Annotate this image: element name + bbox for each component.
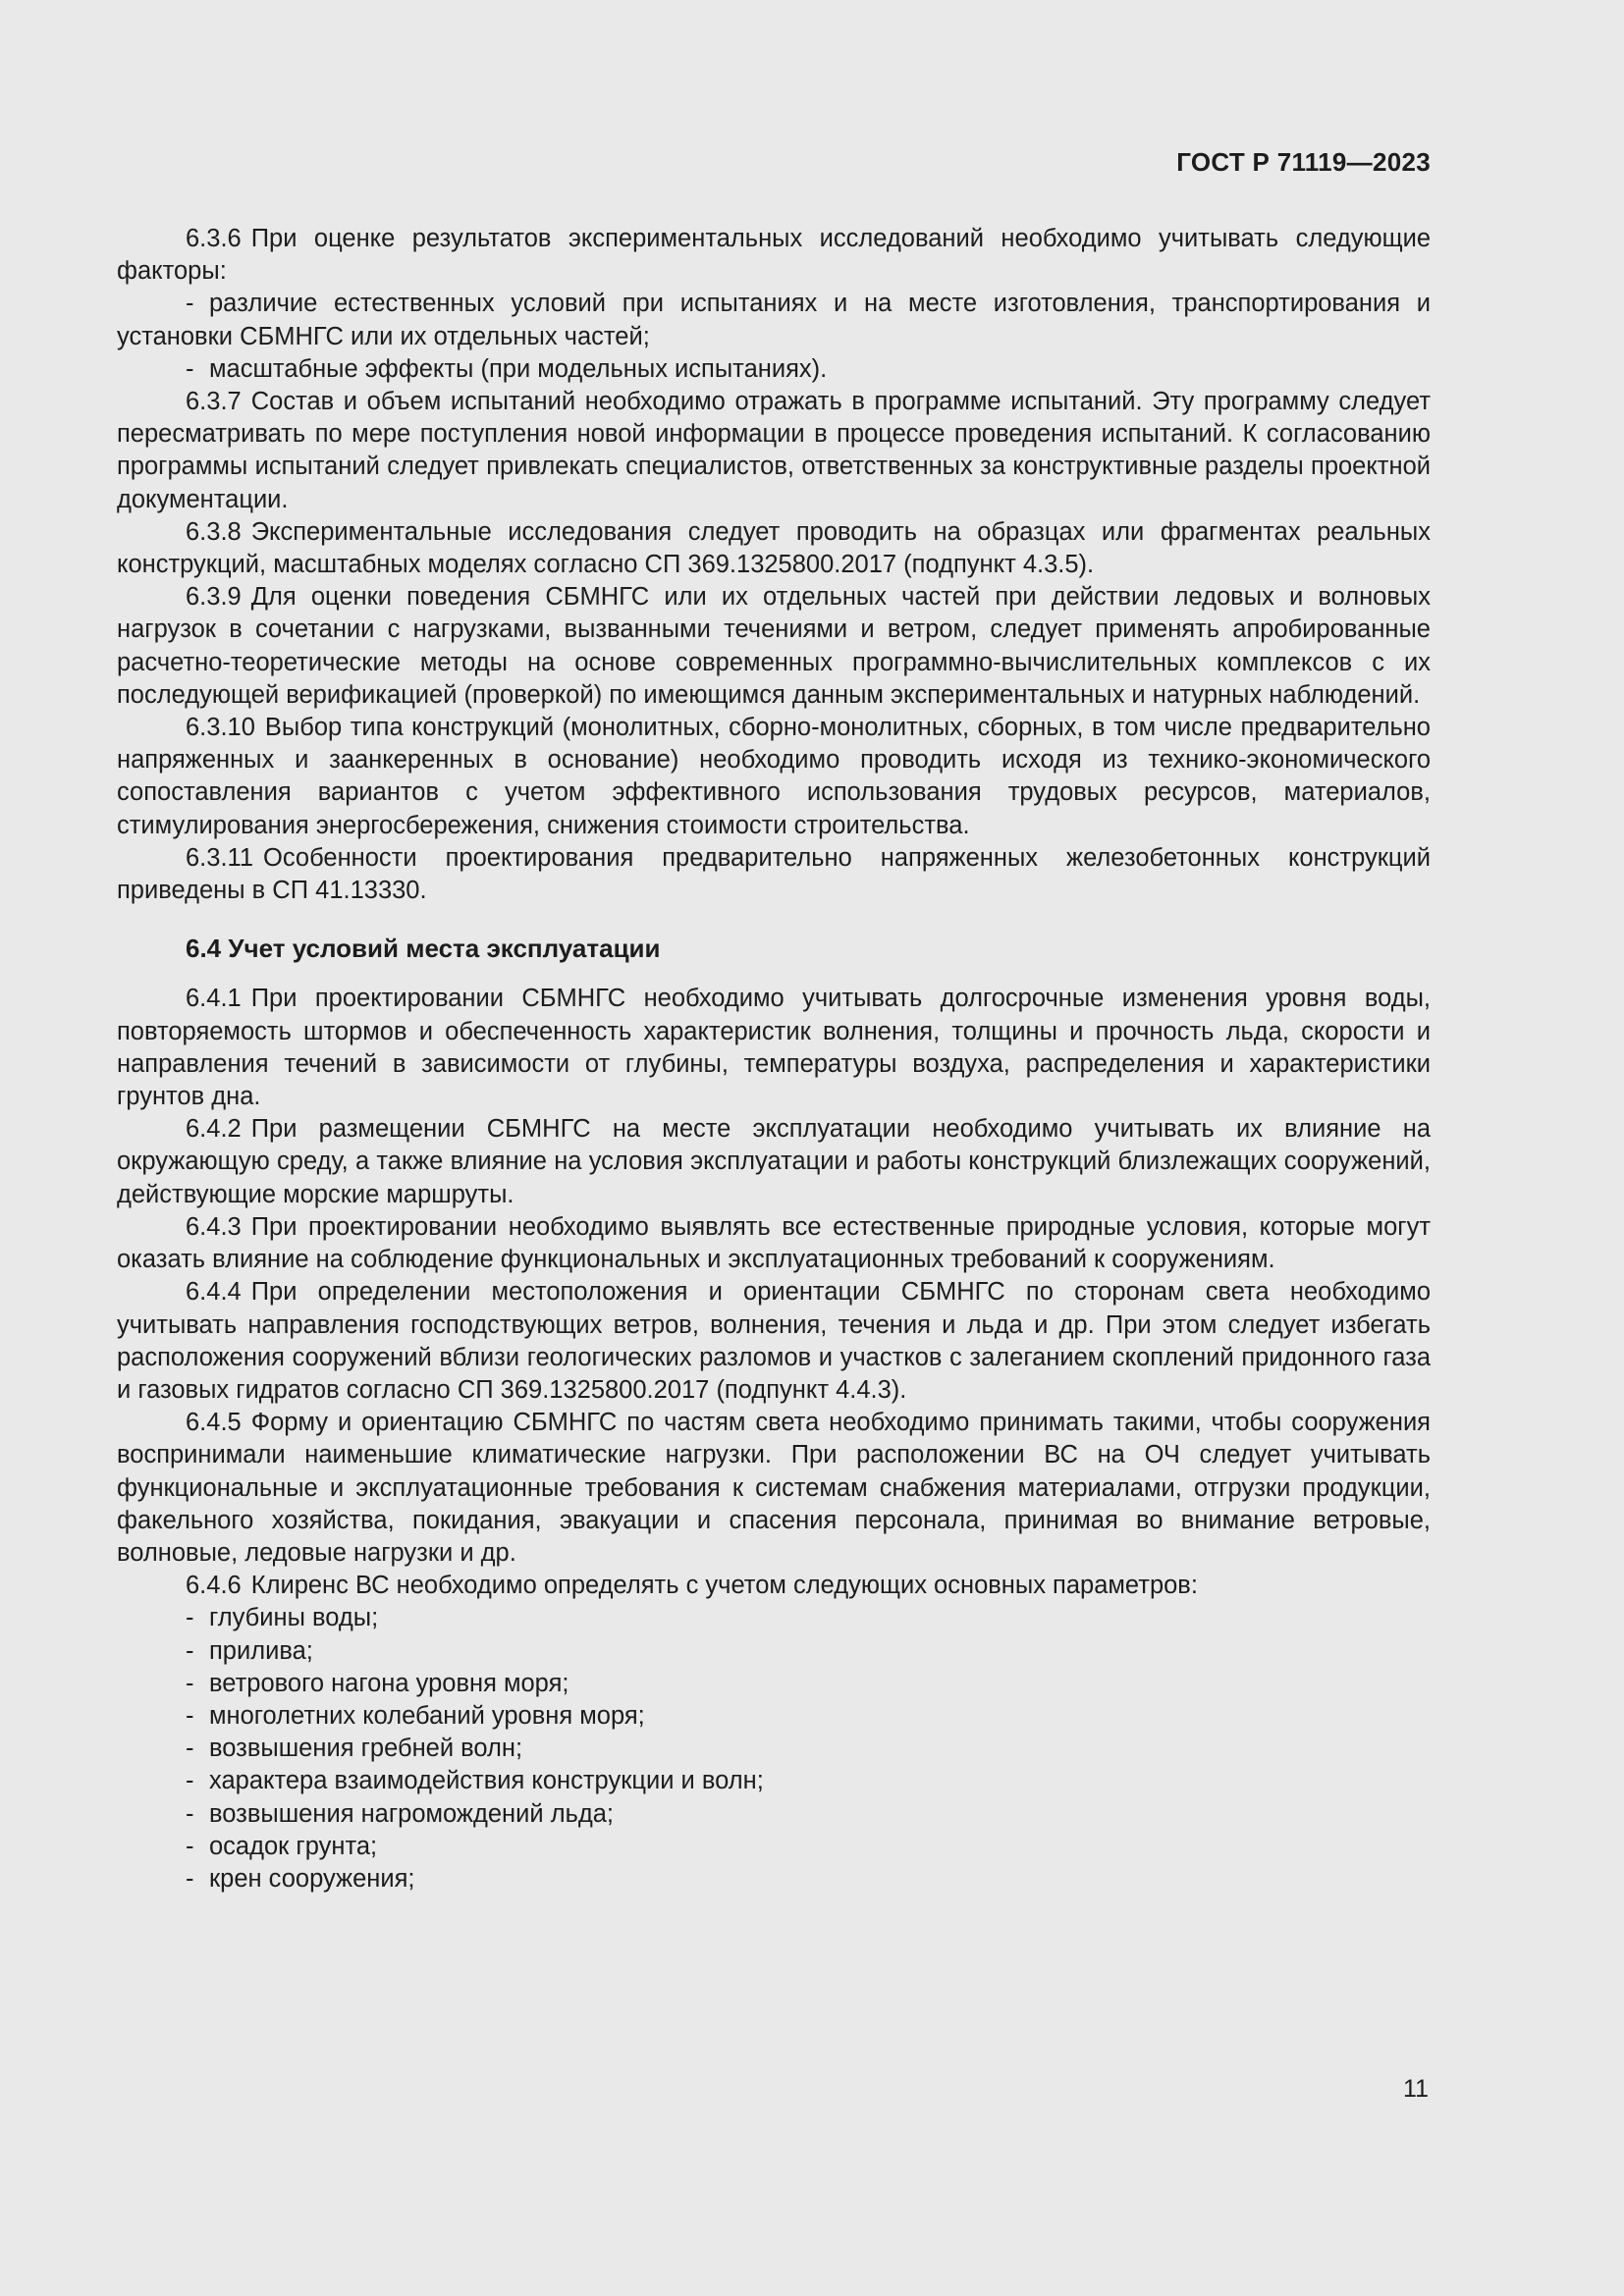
- list-item: [117, 1733, 1431, 1765]
- dash-marker: -: [186, 1636, 194, 1665]
- paragraph-6-3-8: [117, 516, 1431, 581]
- clause-number: 6.4.4: [186, 1278, 242, 1307]
- dash-marker: -: [186, 290, 194, 318]
- dash-marker: -: [186, 1767, 194, 1795]
- clause-number: 6.3.7: [186, 388, 242, 416]
- paragraph-text: При определении местоположения и ориентации СБМНГС по сторонам света необходимо учитывать направления господствующих ветров, волнения, течения и льда и др. При этом следует избегать расположения сооружений вблизи геологических разломов и участков с залеганием скоплений придонного газа и газовых гидратов согласно СП 369.1325800.2017 (подпункт 4.4.3).: [117, 1278, 1431, 1404]
- list-item-text: ветрового нагона уровня моря;: [209, 1669, 569, 1697]
- list-item-text: крен сооружения;: [209, 1864, 415, 1893]
- page-number: 11: [1403, 2075, 1429, 2103]
- list-item: [117, 1700, 1431, 1733]
- list-item-text: характера взаимодействия конструкции и волн;: [209, 1767, 764, 1795]
- paragraph-text: Для оценки поведения СБМНГС или их отдельных частей при действии ледовых и волновых нагрузок в сочетании с нагрузками, вызванными течениями и ветром, следует применять апробированные расчетно-теоретические методы на основе современных программно-вычислительных комплексов с их последующей верификацией (проверкой) по имеющимся данным экспериментальных и натурных наблюдений.: [117, 583, 1431, 709]
- list-item: [117, 1635, 1431, 1668]
- list-item: [117, 353, 1431, 386]
- list-item: [117, 1765, 1431, 1797]
- list-item: [117, 1863, 1431, 1896]
- list-item-text: глубины воды;: [209, 1604, 379, 1632]
- list-item-text: многолетних колебаний уровня моря;: [209, 1701, 645, 1730]
- paragraph-6-4-3: [117, 1211, 1431, 1276]
- clause-number: 6.3.11: [186, 843, 254, 872]
- paragraph-6-3-10: [117, 712, 1431, 842]
- document-body: [117, 223, 1431, 1896]
- paragraph-6-3-9: [117, 581, 1431, 712]
- paragraph-6-3-11: [117, 842, 1431, 907]
- list-item-text: различие естественных условий при испытаниях и на месте изготовления, транспортирования и установки СБМНГС или их отдельных частей;: [117, 290, 1431, 350]
- paragraph-6-3-6: [117, 223, 1431, 288]
- list-item-text: осадок грунта;: [209, 1832, 378, 1860]
- paragraph-text: При размещении СБМНГС на месте эксплуатации необходимо учитывать их влияние на окружающую среду, а также влияние на условия эксплуатации и работы конструкций близлежащих сооружений, действующие морские маршруты.: [117, 1115, 1431, 1208]
- dash-marker: -: [186, 1832, 194, 1860]
- paragraph-6-4-2: [117, 1113, 1431, 1211]
- list-item-text: возвышения нагромождений льда;: [209, 1799, 615, 1828]
- dash-marker: -: [186, 354, 194, 383]
- document-header: ГОСТ Р 71119—2023: [1176, 147, 1431, 177]
- dash-marker: -: [186, 1799, 194, 1828]
- dash-marker: -: [186, 1604, 194, 1632]
- paragraph-text: При оценке результатов экспериментальных исследований необходимо учитывать следующие факторы:: [117, 225, 1431, 286]
- paragraph-text: При проектировании СБМНГС необходимо учитывать долгосрочные изменения уровня воды, повторяемость штормов и обеспеченность характеристик волнения, толщины и прочность льда, скорости и направления течений в зависимости от глубины, температуры воздуха, распределения и характеристики грунтов дна.: [117, 985, 1431, 1111]
- clause-number: 6.3.10: [186, 714, 255, 742]
- dash-marker: -: [186, 1864, 194, 1893]
- dash-marker: -: [186, 1669, 194, 1697]
- clause-number: 6.4.5: [186, 1409, 242, 1437]
- paragraph-6-4-1: [117, 983, 1431, 1113]
- clause-number: 6.3.6: [186, 225, 242, 252]
- paragraph-6-4-4: [117, 1276, 1431, 1407]
- dash-marker: -: [186, 1735, 194, 1763]
- list-item: [117, 1798, 1431, 1831]
- list-item-text: возвышения гребней волн;: [209, 1735, 523, 1763]
- paragraph-text: Особенности проектирования предварительно напряженных железобетонных конструкций приведены в СП 41.13330.: [117, 843, 1431, 905]
- dash-marker: -: [186, 1701, 194, 1730]
- list-item-text: прилива;: [209, 1636, 313, 1665]
- clause-number: 6.4.2: [186, 1115, 242, 1144]
- paragraph-text: Клиренс ВС необходимо определять с учетом следующих основных параметров:: [250, 1572, 1198, 1600]
- paragraph-text: Выбор типа конструкций (монолитных, сборно-монолитных, сборных, в том числе предварительно напряженных и заанкеренных в основание) необходимо проводить исходя из технико-экономического сопоставления вариантов с учетом эффективного использования трудовых ресурсов, материалов, стимулирования энергосбережения, снижения стоимости строительства.: [117, 714, 1431, 839]
- paragraph-text: При проектировании необходимо выявлять все естественные природные условия, которые могут оказать влияние на соблюдение функциональных и эксплуатационных требований к сооружениям.: [117, 1212, 1431, 1274]
- list-item: [117, 1602, 1431, 1634]
- list-item: [117, 288, 1431, 352]
- clause-number: 6.4.6: [186, 1572, 242, 1600]
- paragraph-6-3-7: [117, 386, 1431, 516]
- clause-number: 6.4.1: [186, 985, 242, 1013]
- list-item: [117, 1831, 1431, 1863]
- paragraph-text: Экспериментальные исследования следует проводить на образцах или фрагментах реальных конструкций, масштабных моделях согласно СП 369.1325800.2017 (подпункт 4.3.5).: [117, 517, 1431, 579]
- paragraph-text: Состав и объем испытаний необходимо отражать в программе испытаний. Эту программу следует пересматривать по мере поступления новой информации в процессе проведения испытаний. К согласованию программы испытаний следует привлекать специалистов, ответственных за конструктивные разделы проектной документации.: [117, 388, 1431, 513]
- section-title-6-4: 6.4 Учет условий места эксплуатации: [186, 934, 661, 964]
- clause-number: 6.3.8: [186, 517, 242, 546]
- list-item-text: масштабные эффекты (при модельных испытаниях).: [209, 354, 828, 383]
- clause-number: 6.4.3: [186, 1212, 242, 1241]
- paragraph-6-4-6: [117, 1570, 1431, 1602]
- list-item: [117, 1668, 1431, 1700]
- paragraph-6-4-5: [117, 1407, 1431, 1570]
- clause-number: 6.3.9: [186, 583, 242, 612]
- paragraph-text: Форму и ориентацию СБМНГС по частям света необходимо принимать такими, чтобы сооружения воспринимали наименьшие климатические нагрузки. При расположении ВС на ОЧ следует учитывать функциональные и эксплуатационные требования к системам снабжения материалами, отгрузки продукции, факельного хозяйства, покидания, эвакуации и спасения персонала, принимая во внимание ветровые, волновые, ледовые нагрузки и др.: [117, 1409, 1431, 1567]
